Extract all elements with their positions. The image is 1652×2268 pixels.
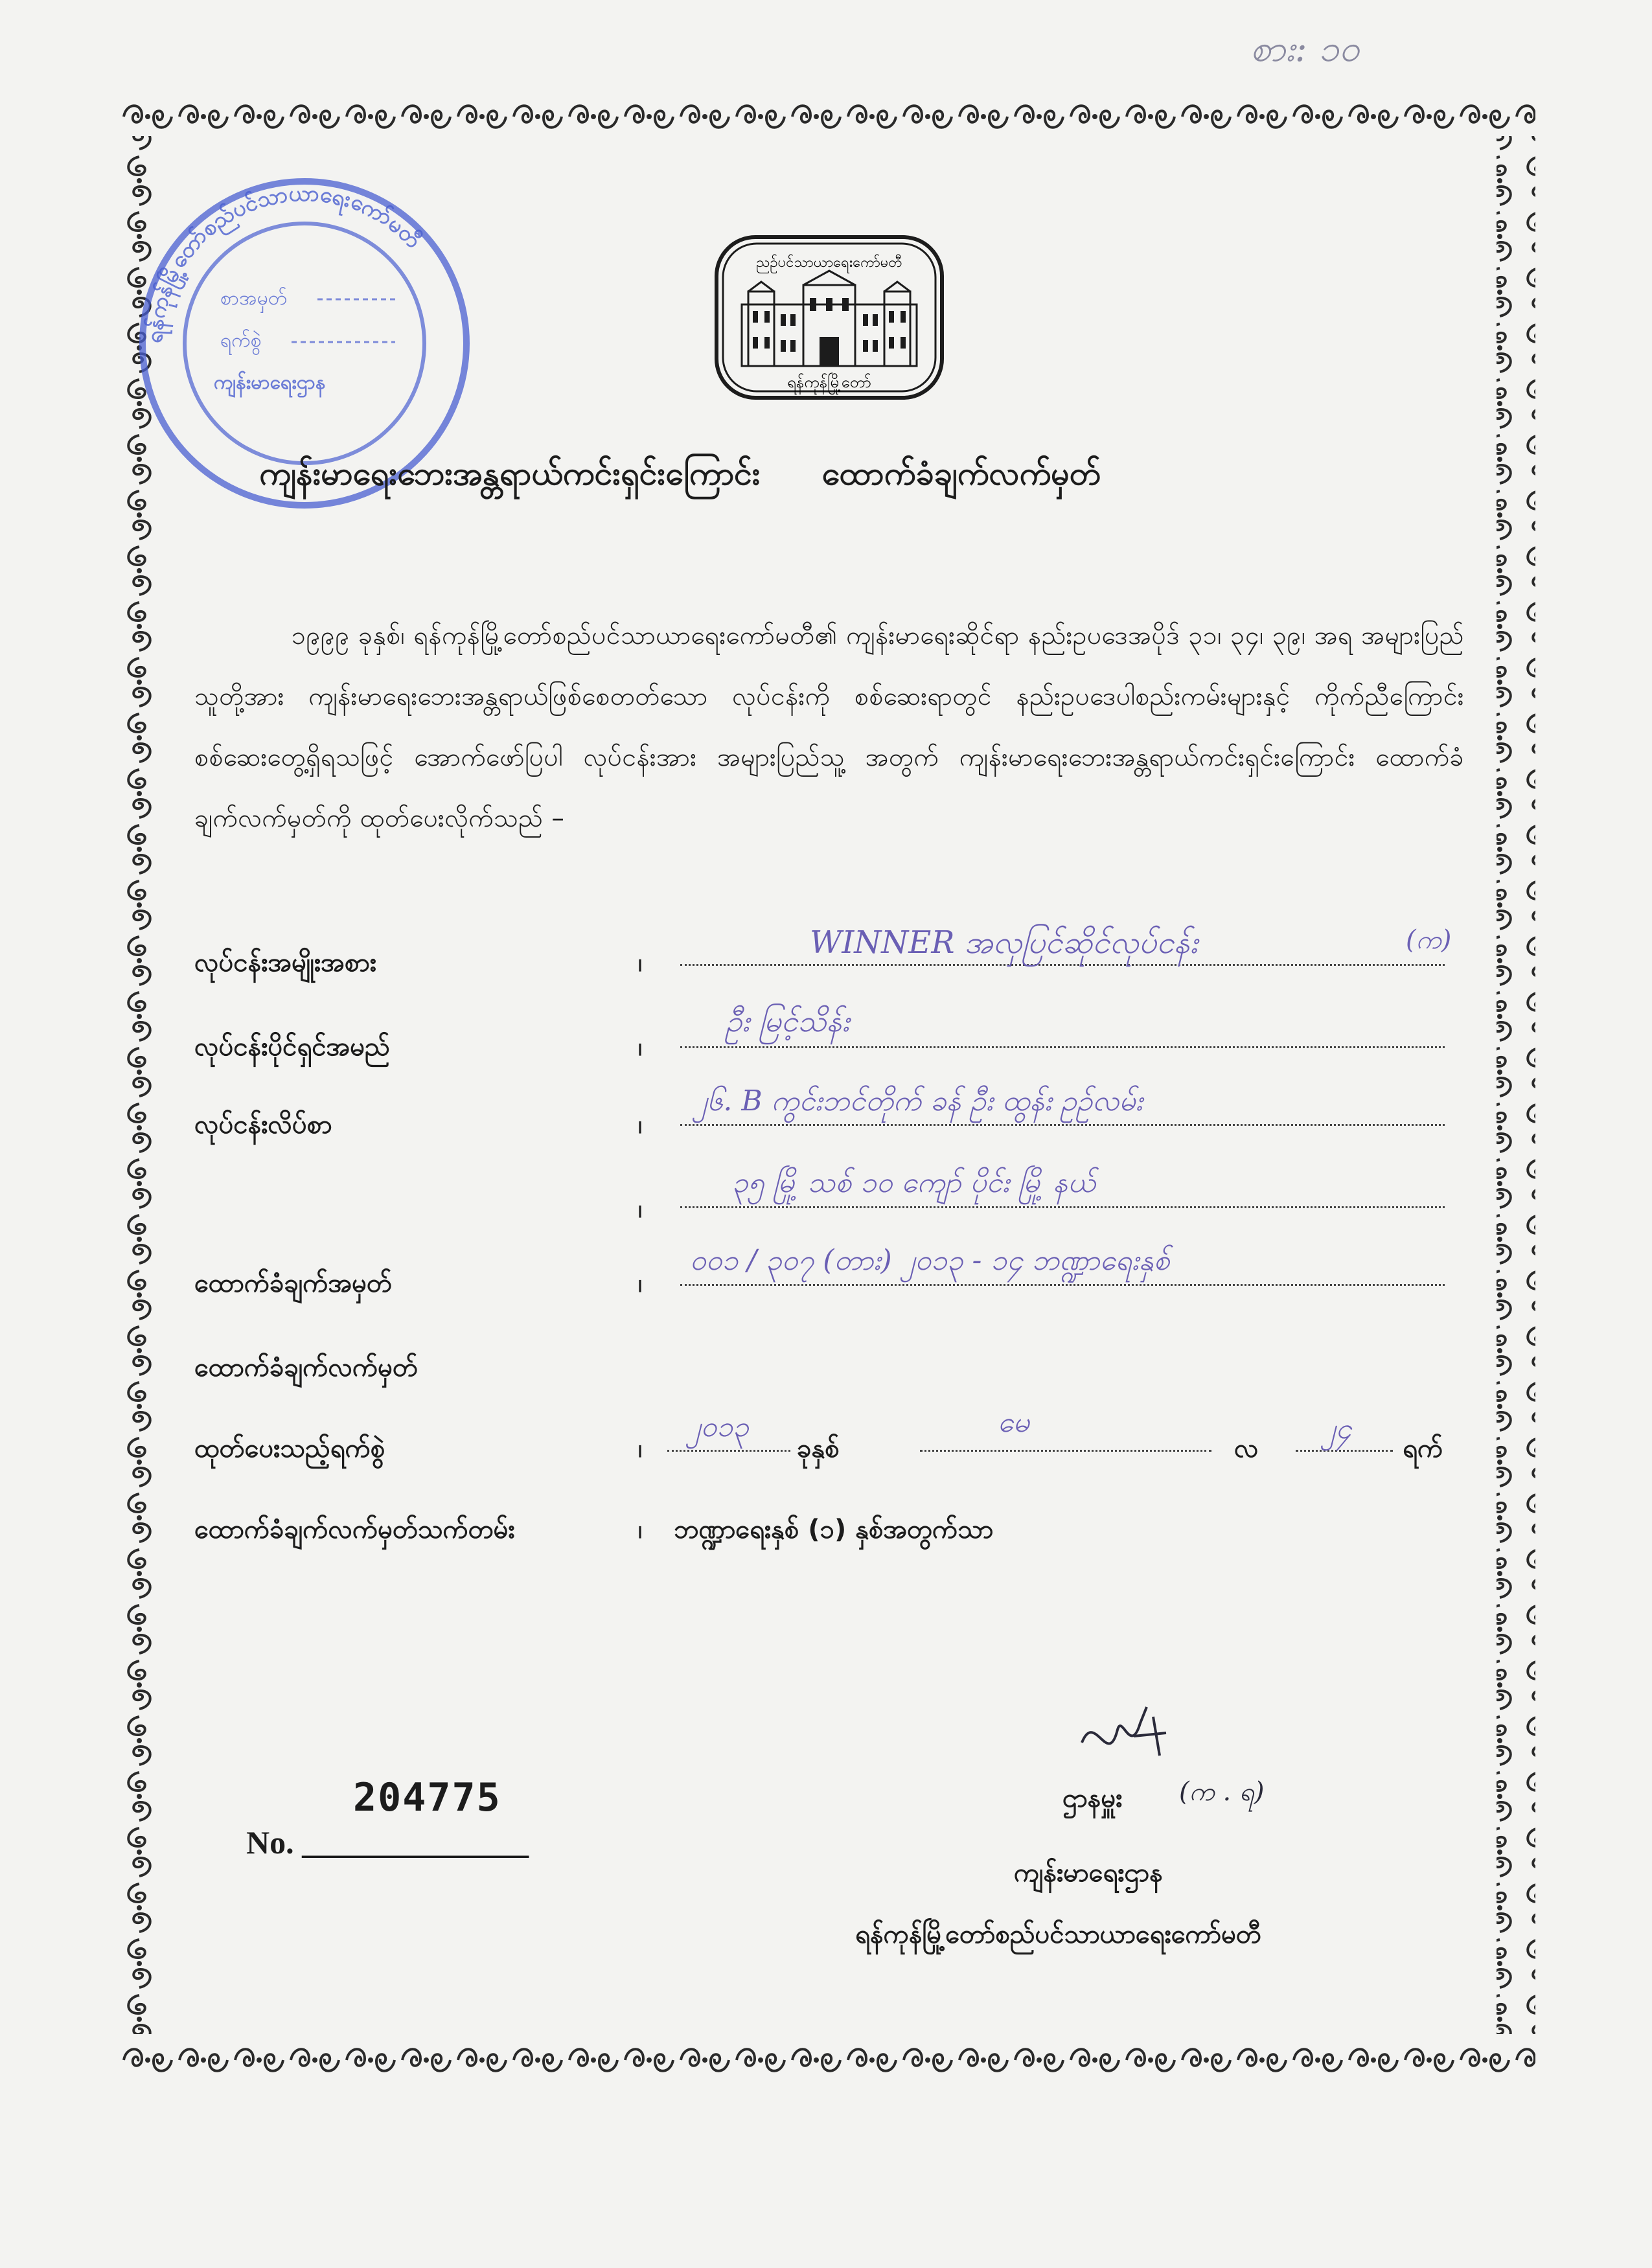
logo-top-text: ညဥ်ပင်သာယာရေးကော်မတီ [756, 255, 902, 271]
month-word: လ [1234, 1434, 1259, 1463]
business-type-code: (က) [1406, 925, 1452, 955]
cert-label: ထောက်ခံချက်လက်မှတ် [194, 1353, 418, 1382]
issue-day: ၂၄ [1322, 1412, 1352, 1445]
title-part-1: ကျန်းမာရေးဘေးအန္တရာယ်ကင်းရှင်းကြောင်း [259, 455, 761, 492]
intro-paragraph: ၁၉၉၉ ခုနှစ်၊ ရန်ကုန်မြို့တော်စည်ပင်သာယာရေးကော်မတီ၏ ကျန်းမာရေးဆိုင်ရာ နည်းဥပဒေအပိုဒ် ၃၁၊ ၃၄၊ ၃၉၊ အရ အများပြည်သူတို့အား ကျန်းမာရေးဘေးအန္တရာယ်ဖြစ်စေတတ်သော လုပ်ငန်းကို စစ်ဆေးရာတွင် နည်းဥပဒေပါစည်းကမ်းများနှင့် ကိုက်ညီကြောင်း စစ်ဆေးတွေ့ရှိရသဖြင့် အောက်ဖော်ပြပါ လုပ်ငန်းအား အများပြည်သူ့ အတွက် ကျန်းမာရေးဘေးအန္တရာယ်ကင်းရှင်းကြောင်း ထောက်ခံချက်လက်မှတ်ကို ထုတ်ပေးလိုက်သည် – [194, 621, 1464, 833]
signer-title: ဌာနမှူး [1062, 1783, 1123, 1813]
year-word: ခုနှစ် [797, 1434, 840, 1463]
stamp-line-1: စာအမှတ် [220, 287, 288, 310]
issue-month: မေ [998, 1406, 1030, 1439]
address-colon-2: ၊ [638, 1194, 643, 1224]
address-colon-1: ၊ [638, 1110, 643, 1140]
owner-line [680, 1046, 1445, 1048]
stamp-ring-text: ရန်ကုန်မြို့တော်စည်ပင်သာယာရေးကော်မတီ [141, 180, 426, 344]
certificate-title [259, 453, 1393, 501]
serial-number: 204775 [353, 1775, 501, 1820]
owner-colon: ၊ [638, 1032, 643, 1062]
issue-date-colon: ၊ [638, 1434, 643, 1463]
no-label: No. ______________ [246, 1824, 529, 1861]
city-hall-logo [713, 233, 946, 402]
stamp-line-2: ရက်စွဲ [220, 329, 262, 352]
logo-bottom-text: ရန်ကုန်မြို့တော် [787, 373, 871, 391]
committee-name: ရန်ကုန်မြို့တော်စည်ပင်သာယာရေးကော်မတီ [855, 1919, 1261, 1949]
owner-label: လုပ်ငန်းပိုင်ရှင်အမည် [194, 1032, 390, 1062]
title-part-2: ထောက်ခံချက်လက်မှတ် [821, 455, 1101, 492]
owner-value: ဦး မြင့်သိန်း [726, 1003, 850, 1038]
cert-number-colon: ၊ [638, 1268, 643, 1298]
validity-value: ဘဏ္ဍာရေးနှစ် (၁) နှစ်အတွက်သာ [674, 1515, 994, 1544]
address-label: လုပ်ငန်းလိပ်စာ [194, 1110, 332, 1140]
business-type-label: လုပ်ငန်းအမျိုးအစား [194, 948, 376, 978]
signer-note: (က . ရ) [1179, 1777, 1265, 1807]
department-name: ကျန်းမာရေးဌာန [1014, 1858, 1163, 1888]
stamp-line-3: ကျန်းမာရေးဌာန [214, 371, 326, 394]
day-word: ရက် [1403, 1434, 1443, 1463]
issue-year: ၂၀၁၃ [687, 1410, 749, 1443]
business-type-value: WINNER အလှပြင်ဆိုင်လုပ်ငန်း [810, 924, 1198, 961]
cert-number-label: ထောက်ခံချက်အမှတ် [194, 1268, 392, 1298]
validity-colon: ၊ [638, 1515, 643, 1544]
address-line-2 [680, 1206, 1445, 1208]
svg-text:ရန်ကုန်မြို့တော်စည်ပင်သာယာရေးက [142, 181, 426, 344]
address-value-1: ၂၆. B ကွင်းဘင်တိုက် ခန် ဦး ထွန်း ဥဉ်လမ်း [693, 1084, 1143, 1117]
business-type-colon: ၊ [638, 948, 643, 978]
page-mark: စား: ၁၀ [1250, 28, 1360, 70]
validity-label: ထောက်ခံချက်လက်မှတ်သက်တမ်း [194, 1515, 515, 1544]
issue-date-label: ထုတ်ပေးသည့်ရက်စွဲ [194, 1434, 385, 1463]
cert-number-line [680, 1284, 1445, 1286]
signature [1069, 1697, 1199, 1781]
address-value-2: ၃၅ မြို့ သစ် ၁၀ ကျော် ပိုင်း မြို့ နယ် [732, 1166, 1096, 1199]
issue-month-line [920, 1450, 1211, 1452]
cert-number-value: ၀၀၁ / ၃၀၇ (တား) ၂၀၁၃ - ၁၄ ဘဏ္ဍာရေးနှစ် [690, 1244, 1170, 1277]
